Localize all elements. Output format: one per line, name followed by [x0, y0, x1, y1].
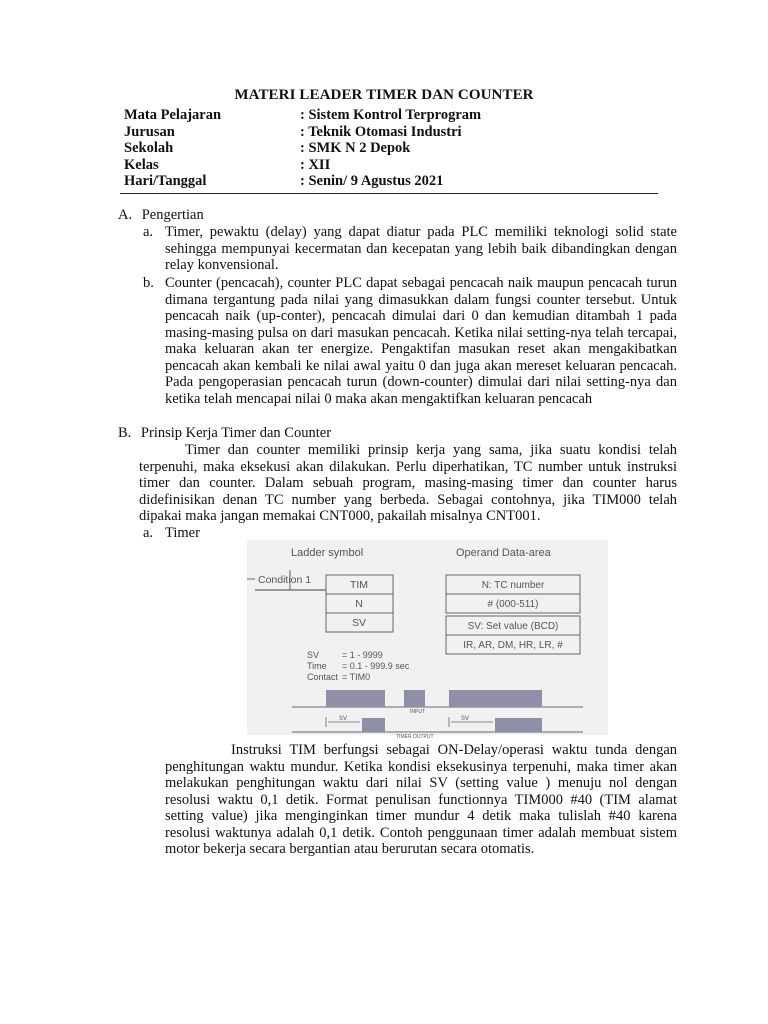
section-heading: Pengertian: [141, 207, 204, 223]
list-marker-timer: a.: [143, 525, 154, 541]
spec-time-value: = 0.1 - 999.9 sec: [342, 661, 410, 671]
n-desc-text: N: TC number: [481, 580, 545, 591]
meta-value: : Sistem Kontrol Terprogram: [300, 107, 482, 123]
document-meta-table: [124, 107, 644, 190]
section-b-heading: [118, 425, 331, 442]
meta-key: Kelas: [124, 156, 159, 173]
sv-desc-text: SV: Set value (BCD): [467, 621, 559, 632]
meta-value: : Teknik Otomasi Industri: [300, 123, 462, 140]
section-marker: A.: [118, 207, 133, 223]
section-heading: Prinsip Kerja Timer dan Counter: [140, 425, 332, 441]
list-marker-b: b.: [143, 275, 154, 291]
timer-output-label: TIMER OUTPUT: [396, 734, 434, 740]
list-item-timer-definition: Timer, pewaktu (delay) yang dapat diatur pada PLC memiliki teknologi solid state sehingga mempunyai kecermatan dan kecepatan yang lebih baik dibandingkan dengan relay konvensional.: [165, 224, 677, 273]
spec-sv-key: SV: [307, 650, 320, 660]
section-marker: B.: [118, 425, 132, 441]
meta-row-date: [124, 173, 644, 190]
spec-sv-value: = 1 - 9999: [342, 650, 383, 660]
meta-row-class: [124, 157, 644, 174]
condition-label: Condition 1: [258, 574, 312, 586]
input-pulse: [449, 690, 542, 707]
meta-value: : Senin/ 9 Agustus 2021: [300, 173, 444, 189]
ladder-symbol-header: Ladder symbol: [291, 547, 364, 559]
n-label: N: [355, 598, 363, 610]
spec-contact-value: = TIM0: [342, 672, 371, 682]
output-pulse: [362, 718, 385, 732]
sv-label: SV: [351, 617, 367, 629]
areas-text: IR, AR, DM, HR, LR, #: [463, 640, 563, 651]
subsection-heading-timer: Timer: [165, 525, 200, 541]
output-pulse: [495, 718, 542, 732]
list-marker-a: a.: [143, 224, 154, 240]
input-pulse: [404, 690, 425, 707]
spec-time-key: Time: [307, 661, 327, 671]
sv-arrow-label: SV: [339, 716, 348, 722]
timer-instruction-paragraph: Instruksi TIM berfungsi sebagai ON-Delay/operasi waktu tunda dengan penghitungan waktu mundur. Ketika kondisi eksekusinya terpenuhi, maka timer akan melakukan penghitungan waktu dari nilai SV (setting value ) menuju nol dengan resolusi waktu 0,1 detik. Format penulisan functionnya TIM000 #40 (TIM alamat setting value) jika menginginkan timer mundur 4 detik maka tulislah #40 karena resolusi waktunya adalah 0,1 detik. Contoh penggunaan timer adalah membuat sistem motor bekerja secara bergantian atau berurutan secara otomatis.: [165, 742, 677, 857]
n-range-text: # (000-511): [487, 599, 539, 610]
meta-value: : XII: [300, 156, 331, 173]
input-label: INPUT: [410, 709, 425, 715]
meta-value: : SMK N 2 Depok: [300, 140, 411, 156]
meta-row-school: [124, 140, 644, 157]
meta-row-subject: [124, 107, 644, 124]
section-a-heading: [118, 207, 204, 224]
timer-diagram-figure: [247, 540, 608, 735]
meta-key: Sekolah: [124, 140, 174, 156]
meta-key: Hari/Tanggal: [124, 173, 207, 189]
header-divider: [120, 193, 658, 194]
meta-key: Mata Pelajaran: [124, 107, 222, 123]
list-item-counter-definition: Counter (pencacah), counter PLC dapat sebagai pencacah naik maupun pencacah turun dimana tergantung pada nilai yang dimasukkan dalam fungsi counter tersebut. Untuk pencacah naik (up-conter), pencacah dimulai dari 0 dan kemudian ditambah 1 pada masing-masing pulsa on dari masukan pencacah. Ketika nilai setting-nya telah tercapai, maka keluaran akan ter energize. Pengaktifan masukan reset akan mengakibatkan pencacah akan kembali ke nilai awal yaitu 0 dan juga akan mereset keluaran pencacah. Pada pengoperasian pencacah turun (down-counter) dimulai dari nilai setting-nya dan ketika telah mencapai nilai 0 maka akan mengaktifkan keluaran pencacah: [165, 275, 677, 407]
principle-paragraph: Timer dan counter memiliki prinsip kerja yang sama, jika suatu kondisi telah terpenuhi, maka eksekusi akan dilakukan. Perlu diperhatikan, TC number untuk instruksi timer dan counter. Dalam sebuah program, masing-masing timer dan counter harus didefinisikan denan TC number yang berbeda. Sebagai contohnya, jika TIM000 telah dipakai maka jangan memakai CNT000, pakailah misalnya CNT001.: [139, 442, 677, 524]
meta-row-major: [124, 124, 644, 141]
input-pulse: [326, 690, 385, 707]
timer-diagram: [247, 540, 608, 735]
meta-key: Jurusan: [124, 123, 175, 140]
sv-arrow-label: SV: [461, 716, 470, 722]
operand-header: Operand Data-area: [456, 547, 551, 559]
tim-label: TIM: [349, 579, 369, 591]
document-title: MATERI LEADER TIMER DAN COUNTER: [234, 87, 534, 103]
spec-contact-key: Contact: [307, 672, 339, 682]
